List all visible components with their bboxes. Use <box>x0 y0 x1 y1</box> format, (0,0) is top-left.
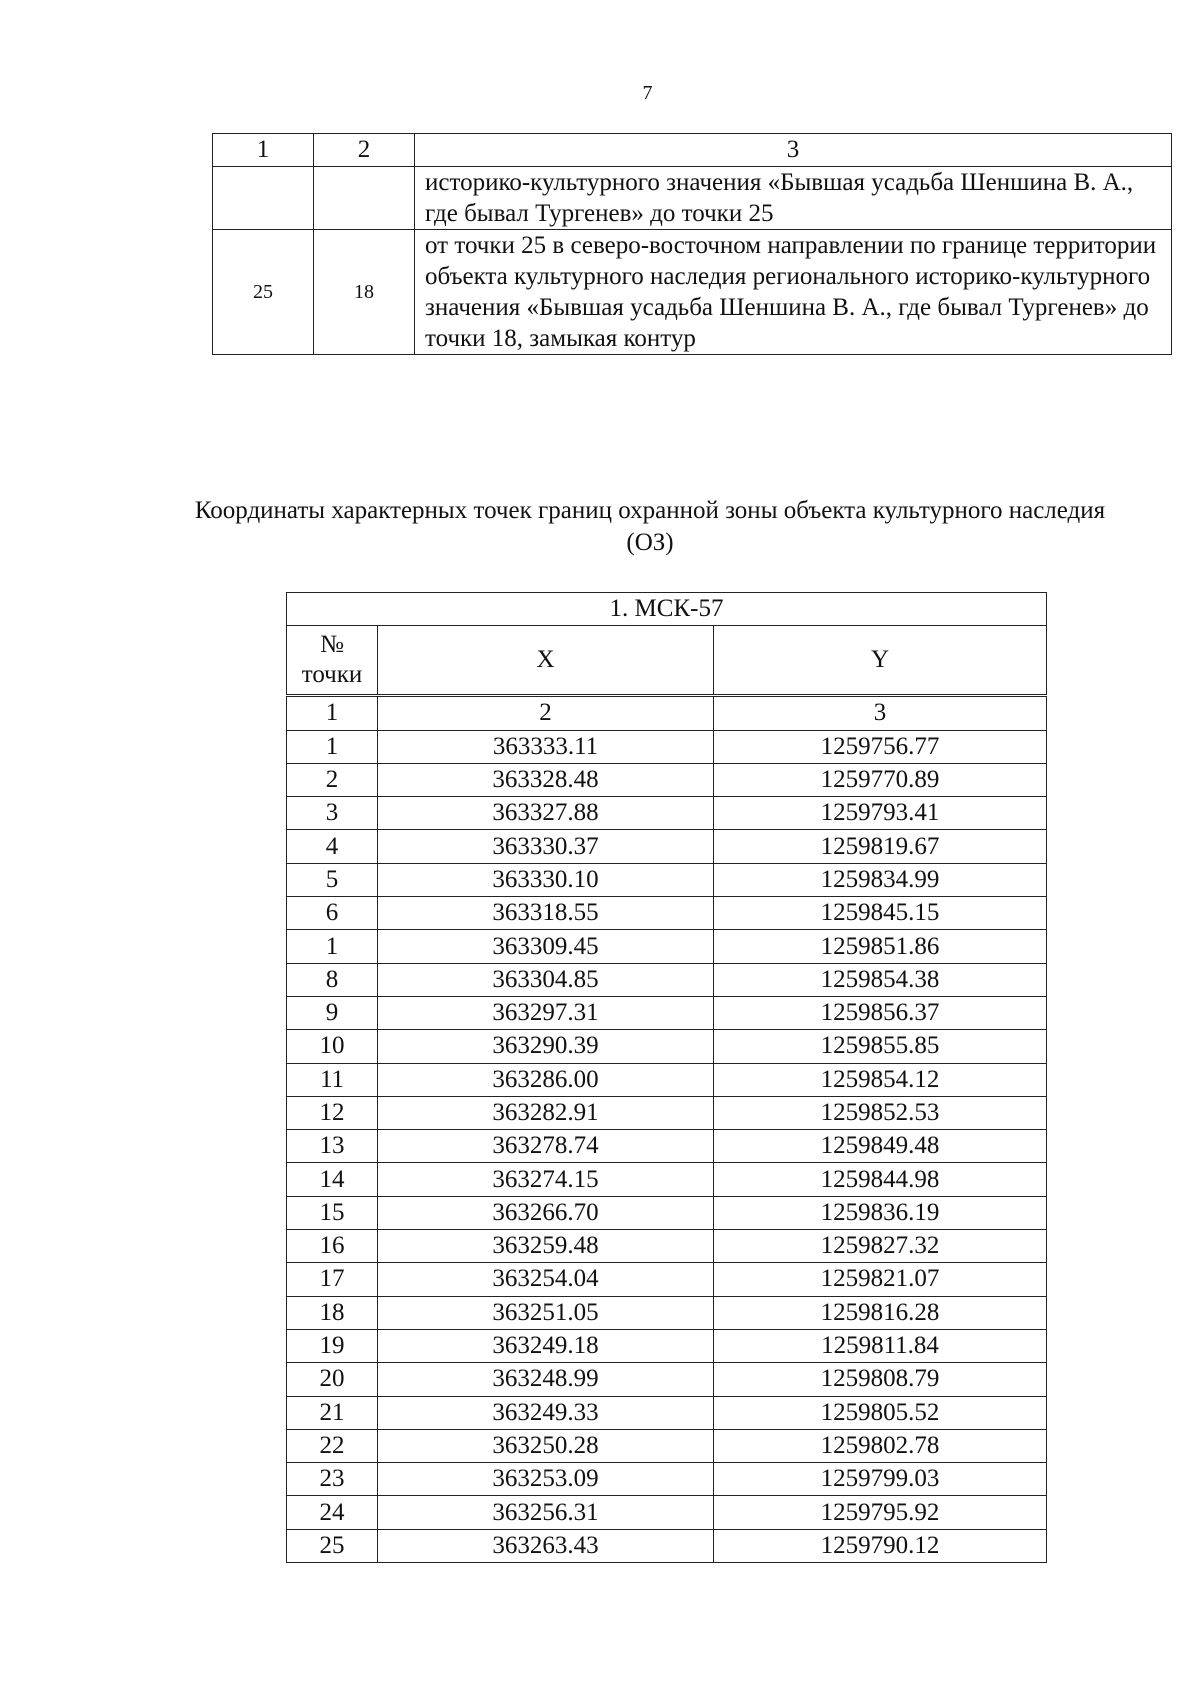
x-coordinate: 363263.43 <box>378 1529 714 1562</box>
table-row <box>287 797 1047 830</box>
y-coordinate: 1259808.79 <box>714 1363 1047 1396</box>
coordinate-system-title: 1. МСК-57 <box>287 593 1047 626</box>
header-col-2: 2 <box>314 134 415 167</box>
point-number: 2 <box>287 763 378 796</box>
x-coordinate: 363333.11 <box>378 730 714 763</box>
point-number: 22 <box>287 1429 378 1462</box>
table-row <box>287 1296 1047 1329</box>
y-header: Y <box>714 626 1047 696</box>
x-coordinate: 363256.31 <box>378 1496 714 1529</box>
y-coordinate: 1259821.07 <box>714 1263 1047 1296</box>
table-row <box>213 167 1172 230</box>
x-coordinate: 363297.31 <box>378 996 714 1029</box>
point-number: 11 <box>287 1063 378 1096</box>
x-coordinate: 363249.18 <box>378 1329 714 1362</box>
table-row <box>287 1030 1047 1063</box>
x-coordinate: 363259.48 <box>378 1230 714 1263</box>
point-number: 13 <box>287 1130 378 1163</box>
segment-description: историко-культурного значения «Бывшая усадьба Шеншина В. А., где бывал Тургенев» до точки 25 <box>415 167 1172 230</box>
table-row <box>287 1429 1047 1462</box>
table-row <box>287 1130 1047 1163</box>
point-number: 14 <box>287 1163 378 1196</box>
point-number: 6 <box>287 897 378 930</box>
boundary-description-table <box>212 133 1172 355</box>
section-heading: Координаты характерных точек границ охранной зоны объекта культурного наследия (ОЗ) <box>194 497 1106 556</box>
to-point <box>314 167 415 230</box>
point-number: 8 <box>287 963 378 996</box>
x-coordinate: 363254.04 <box>378 1263 714 1296</box>
point-number: 25 <box>287 1529 378 1562</box>
y-coordinate: 1259856.37 <box>714 996 1047 1029</box>
point-number: 19 <box>287 1329 378 1362</box>
table-row <box>287 1463 1047 1496</box>
x-coordinate: 363253.09 <box>378 1463 714 1496</box>
table-row <box>287 863 1047 896</box>
table-row <box>287 897 1047 930</box>
table-row <box>287 730 1047 763</box>
x-coordinate: 363328.48 <box>378 763 714 796</box>
point-number-header: № точки <box>287 626 378 696</box>
table-row <box>287 1196 1047 1229</box>
x-coordinate: 363274.15 <box>378 1163 714 1196</box>
column-number: 1 <box>287 696 378 730</box>
table-row <box>287 930 1047 963</box>
table-row <box>287 1496 1047 1529</box>
x-coordinate: 363290.39 <box>378 1030 714 1063</box>
x-coordinate: 363327.88 <box>378 797 714 830</box>
table-row <box>287 1396 1047 1429</box>
to-point: 18 <box>314 230 415 355</box>
point-number: 23 <box>287 1463 378 1496</box>
column-number-row <box>287 696 1047 730</box>
x-coordinate: 363250.28 <box>378 1429 714 1462</box>
y-coordinate: 1259852.53 <box>714 1096 1047 1129</box>
y-coordinate: 1259756.77 <box>714 730 1047 763</box>
y-coordinate: 1259827.32 <box>714 1230 1047 1263</box>
point-number: 24 <box>287 1496 378 1529</box>
y-coordinate: 1259819.67 <box>714 830 1047 863</box>
y-coordinate: 1259849.48 <box>714 1130 1047 1163</box>
table-row <box>287 1096 1047 1129</box>
segment-description: от точки 25 в северо-восточном направлении по границе территории объекта культурного наследия регионального историко-культурного значения «Бывшая усадьба Шеншина В. А., где бывал Тургенев» до точки 18, замыкая контур <box>415 230 1172 355</box>
y-coordinate: 1259834.99 <box>714 863 1047 896</box>
header-col-1: 1 <box>213 134 314 167</box>
point-number: 17 <box>287 1263 378 1296</box>
coordinates-body <box>287 730 1047 1562</box>
x-coordinate: 363249.33 <box>378 1396 714 1429</box>
point-number: 3 <box>287 797 378 830</box>
coordinates-table <box>286 592 1047 1563</box>
x-coordinate: 363278.74 <box>378 1130 714 1163</box>
y-coordinate: 1259845.15 <box>714 897 1047 930</box>
point-number: 21 <box>287 1396 378 1429</box>
table-row <box>287 1529 1047 1562</box>
table-row <box>287 1329 1047 1362</box>
y-coordinate: 1259793.41 <box>714 797 1047 830</box>
table-row <box>287 1263 1047 1296</box>
x-coordinate: 363286.00 <box>378 1063 714 1096</box>
x-coordinate: 363304.85 <box>378 963 714 996</box>
y-coordinate: 1259811.84 <box>714 1329 1047 1362</box>
point-number: 16 <box>287 1230 378 1263</box>
column-number: 3 <box>714 696 1047 730</box>
point-number: 1 <box>287 730 378 763</box>
table-row <box>287 830 1047 863</box>
x-coordinate: 363330.10 <box>378 863 714 896</box>
column-number: 2 <box>378 696 714 730</box>
table-row <box>213 230 1172 355</box>
point-number: 18 <box>287 1296 378 1329</box>
table-row <box>287 1230 1047 1263</box>
table-row <box>287 1063 1047 1096</box>
y-coordinate: 1259851.86 <box>714 930 1047 963</box>
x-coordinate: 363251.05 <box>378 1296 714 1329</box>
y-coordinate: 1259844.98 <box>714 1163 1047 1196</box>
y-coordinate: 1259790.12 <box>714 1529 1047 1562</box>
y-coordinate: 1259795.92 <box>714 1496 1047 1529</box>
page-number: 7 <box>642 82 653 104</box>
table-row <box>287 996 1047 1029</box>
point-number: 5 <box>287 863 378 896</box>
point-number: 20 <box>287 1363 378 1396</box>
table-row <box>287 763 1047 796</box>
table-header-row <box>287 626 1047 696</box>
y-coordinate: 1259854.38 <box>714 963 1047 996</box>
y-coordinate: 1259805.52 <box>714 1396 1047 1429</box>
header-col-3: 3 <box>415 134 1172 167</box>
y-coordinate: 1259854.12 <box>714 1063 1047 1096</box>
y-coordinate: 1259770.89 <box>714 763 1047 796</box>
x-coordinate: 363266.70 <box>378 1196 714 1229</box>
x-coordinate: 363309.45 <box>378 930 714 963</box>
x-coordinate: 363318.55 <box>378 897 714 930</box>
from-point <box>213 167 314 230</box>
table-title-row <box>287 593 1047 626</box>
x-coordinate: 363248.99 <box>378 1363 714 1396</box>
y-coordinate: 1259836.19 <box>714 1196 1047 1229</box>
from-point: 25 <box>213 230 314 355</box>
y-coordinate: 1259816.28 <box>714 1296 1047 1329</box>
point-number: 4 <box>287 830 378 863</box>
y-coordinate: 1259799.03 <box>714 1463 1047 1496</box>
table-row <box>287 1363 1047 1396</box>
x-coordinate: 363330.37 <box>378 830 714 863</box>
point-number: 1 <box>287 930 378 963</box>
table-row <box>287 963 1047 996</box>
x-header: X <box>378 626 714 696</box>
point-number: 9 <box>287 996 378 1029</box>
y-coordinate: 1259855.85 <box>714 1030 1047 1063</box>
table-header-row <box>213 134 1172 167</box>
point-number: 15 <box>287 1196 378 1229</box>
x-coordinate: 363282.91 <box>378 1096 714 1129</box>
table-row <box>287 1163 1047 1196</box>
point-number: 10 <box>287 1030 378 1063</box>
y-coordinate: 1259802.78 <box>714 1429 1047 1462</box>
point-number: 12 <box>287 1096 378 1129</box>
